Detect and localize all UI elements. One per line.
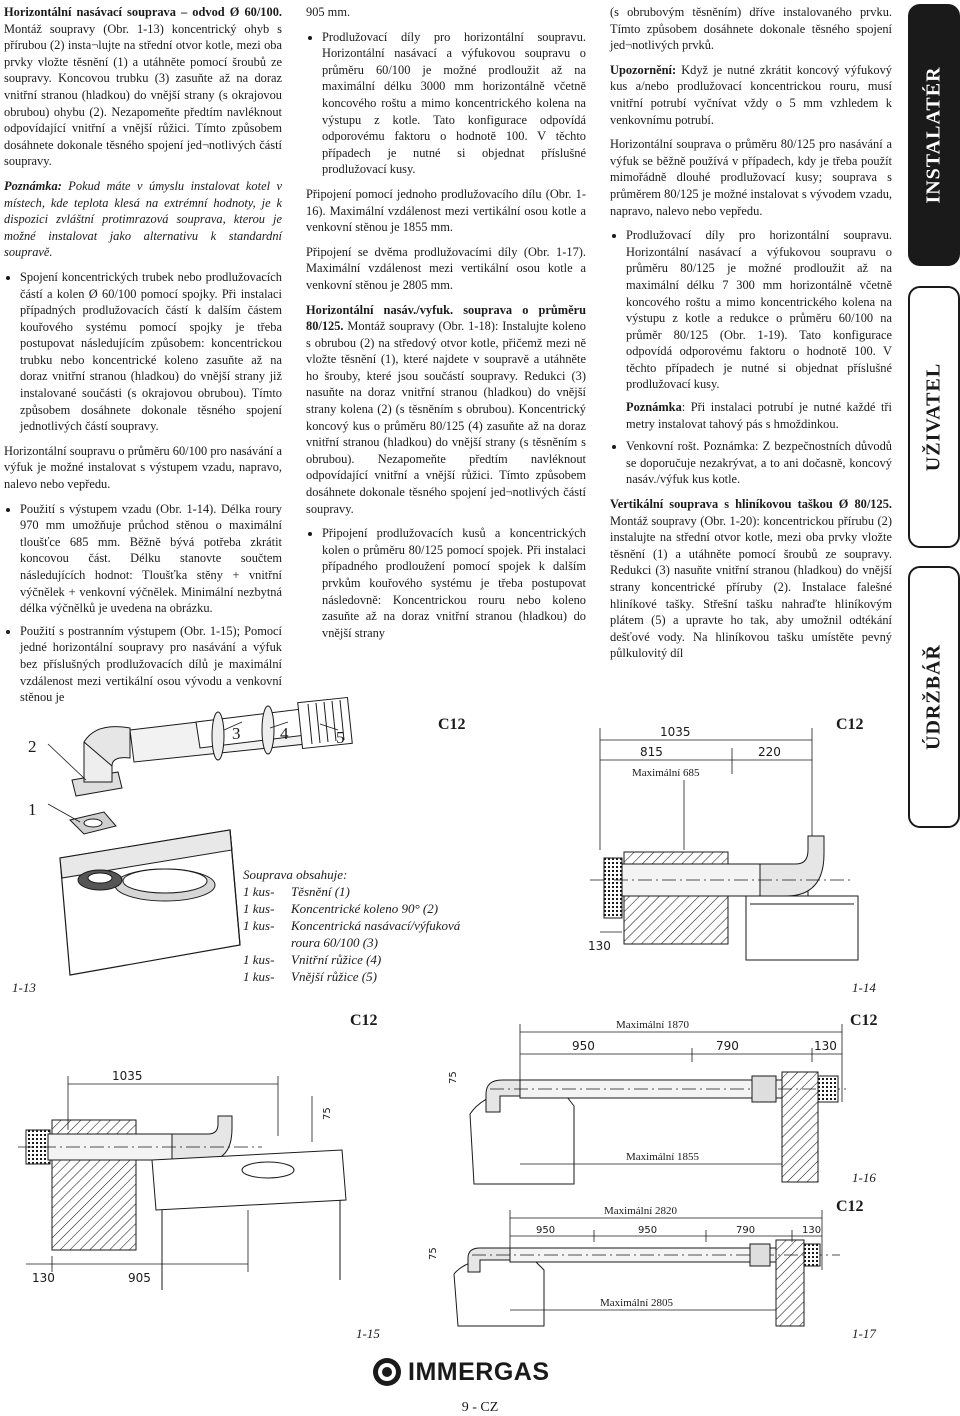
warning-label: Upozornění: [610,62,677,77]
c12-label-1-16: C12 [850,1012,878,1029]
kit-item [243,934,460,951]
kit-item-text: Vnější růžice (5) [291,969,377,984]
bullet-item: • Venkovní rošt. Poznámka: Z bezpečnostních důvodů se doporučuje nezakrývat, a to ani dočasně, koncový nasáv./výfuk kus kotle. [626,438,892,488]
kit-contents-list [243,866,460,985]
section-text: Montáž soupravy (Obr. 1-13) koncentrický ohyb s přírubou (2) insta¬lujte na střední otvor kotle, mezi oba prvky vložte těsnění (1) a utáhněte pomocí šroubů ze soupravy. Koncovou trubku (3) zasuňte až na doraz vnitřní stranou (hladkou) do vnější strany (s okrajovou obrubou) ohybu (2). Nezapomeňte předtím navléknout odpovídající vnitřní a vnější růžici. Tímto způsobem dosáhnete dokonale těsného spojení jed¬notlivých částí soupravy. [4,21,282,169]
label-max-1855: Maximální 1855 [626,1151,700,1163]
kit-qty: 1 kus- [243,884,275,899]
figure-label-1-14: 1-14 [852,980,876,995]
figure-1-17-drawing [420,1200,880,1330]
bullet-list [306,525,586,641]
tab-user-label: UŽIVATEL [922,362,945,472]
page-number: 9 - CZ [461,1400,499,1415]
callout-2: 2 [28,737,37,756]
tab-user[interactable] [908,286,960,548]
bullet-item: • Použití s postranním výstupem (Obr. 1-15); Pomocí jedné horizontální soupravy pro nasávání a výfuk bez příslušných prodlužovacích dílů je maximální vzdálenost mezi vertikální osou vývodu a venkovní stěnou je [20,623,282,706]
bullet-item: • Připojení prodlužovacích kusů a koncentrických kolen o průměru 80/125 pomocí spojek. Při instalaci případného prodloužení pomocí spojek k dalším prvkům kouřového systému je třeba postupovat následovně: Koncentrickou rouru nebo koleno zasuňte až na doraz vnitřní stranou (hladkou) do vnější strany [322,525,586,641]
figure-1-14-drawing [560,718,880,988]
callout-1: 1 [28,800,37,819]
bullet-list-1 [4,269,282,435]
note-label: Poznámka [626,400,682,415]
bullet-text: Prodlužovací díly pro horizontální soupravu. Horizontální nasávací a výfukovou soupravu o průměru 80/125 je možné prodloužit až na maximální délku 7 300 mm horizontálně včetně koncového roštu a mimo koncentrického kolena na výstupu z kotle a redukce o průměru 60/100 na průměr 80/125 (Obr. 1-19). Tato konfigurace odpovídá odporovému faktoru o hodnotě 100. V těchto případech je nutné si objednat příslušné prodlužovací kusy. [626,228,892,392]
label-max-2805: Maximální 2805 [600,1297,674,1309]
paragraph: 905 mm. [306,5,351,19]
dim-130: 130 [814,1039,837,1053]
dim-130: 130 [32,1271,55,1285]
kit-item-text: Těsnění (1) [291,884,350,899]
figure-label-1-13: 1-13 [12,980,36,995]
section-paragraph-80-125 [306,302,586,518]
immergas-logo [372,1357,586,1387]
kit-contents-title: Souprava obsahuje: [243,867,348,882]
note-line [626,399,892,432]
dim-75: 75 [322,1107,333,1120]
dim-950-b: 950 [638,1225,658,1236]
bullet-item [626,227,892,432]
text-column-2 [306,4,586,649]
dim-75: 75 [448,1071,459,1084]
tab-maintenance[interactable] [908,566,960,828]
label-max-2820: Maximální 2820 [604,1205,678,1217]
dim-790: 790 [736,1225,756,1236]
c12-label-1-15: C12 [350,1012,378,1029]
immergas-emblem-icon [372,1357,402,1387]
kit-item [243,917,460,934]
section-title-60-100: Horizontální nasávací souprava – odvod Ø 60/100. [4,5,282,19]
dim-950: 950 [572,1039,595,1053]
kit-qty: 1 kus- [243,918,275,933]
dim-75: 75 [428,1247,439,1260]
bullet-list [610,227,892,488]
figure-label-1-16: 1-16 [852,1170,876,1185]
dim-790: 790 [716,1039,739,1053]
c12-label-1-14-right: C12 [836,716,864,733]
figure-1-16-drawing [430,1014,880,1194]
text-column-1 [4,4,282,714]
paragraph: Připojení pomocí jednoho prodlužovacího dílu (Obr. 1-16). Maximální vzdálenost mezi vertikální osou kotle a venkovní stěnou je 1855 mm. [306,186,586,235]
c12-label-1-14: C12 [438,716,466,733]
warning-text: Když je nutné zkrátit koncový výfukový kus a/nebo prodlužovací koncentrickou rouru, musí vnitřní potrubí vyčnívat vždy o 5 mm vzhledem k venkovnímu potrubí. [610,62,892,127]
kit-item-text: roura 60/100 (3) [291,935,378,950]
kit-qty [243,934,291,951]
label-max-685: Maximální 685 [632,767,700,779]
note-paragraph [4,178,282,261]
text-column-3 [610,4,892,670]
label-max-1870: Maximální 1870 [616,1019,690,1031]
figure-label-1-17: 1-17 [852,1326,876,1341]
kit-item [243,951,460,968]
kit-qty: 1 kus- [243,901,275,916]
kit-qty: 1 kus- [243,969,275,984]
kit-item-text: Koncentrické koleno 90° (2) [291,901,439,916]
kit-item [243,900,460,917]
section-text: Montáž soupravy (Obr. 1-20): koncentrickou přírubu (2) instalujte na střední otvor kotle, mezi oba prvky vložte těsnění (1) a utáhněte pomocí šroubů ze soupravy. Redukci (3) nasuňte vnitřní stranou (hladkou) do vnější strany koncentrické příruby (2). Instalace falešné hliníkové tašky. Střešní tašku nahraďte hliníkovým plátem (5) a upravte ho tak, aby umožnil odtékání dešťové vody. Na hliníkovou tašku umístěte pevný půlkulovitý díl [610,513,892,661]
dim-1035: 1035 [660,725,691,739]
callout-4: 4 [280,724,289,743]
bullet-item: • Prodlužovací díly pro horizontální soupravu. Horizontální nasávací a výfukovou soupravu o průměru 60/100 je možné prodloužit až na maximální délku 3000 mm horizontálně včetně koncového roštu a mimo koncentrického kolena na výstupu z kotle. Tato konfigurace odpovídá odporovému faktoru o hodnotě 100. V těchto případech je nutné si objednat příslušné prodlužovací kusy. [322,29,586,178]
c12-label-1-17: C12 [836,1198,864,1215]
section-paragraph-1 [4,4,282,170]
paragraph: Horizontální soupravu o průměru 60/100 pro nasávání a výfuk je možné instalovat s výstupem vzadu, napravo, nalevo nebo vepředu. [4,443,282,492]
section-title-vertical: Vertikální souprava s hliníkovou taškou Ø 80/125. [610,497,892,512]
paragraph: Připojení se dvěma prodlužovacími díly (Obr. 1-17). Maximální vzdálenost mezi vertikální osou kotle a venkovní stěnou je 2805 mm. [306,244,586,292]
dim-905: 905 [128,1271,151,1285]
tab-installer[interactable] [908,4,960,266]
bullet-list [306,29,586,178]
callout-3: 3 [232,724,241,743]
section-title-80-125: Horizontální nasáv./vyfuk. souprava o průměru 80/125. [306,302,586,334]
warning-paragraph [610,62,892,128]
figure-1-15-drawing [12,1050,372,1300]
bullet-item: • Použití s výstupem vzadu (Obr. 1-14). Délka roury 970 mm umožňuje průchod stěnou o maximální tloušťce 685 mm. Běžně bývá potřeba zkrátit koncovou část. Délku stanovte součtem následujících hodnot: Tloušťka stěny + vnitřní výčnělek + venkovní výčnělek. Minimální nezbytná délka výčnělků je uvedena na obrázku. [20,501,282,617]
dim-1035: 1035 [112,1069,143,1083]
kit-item-text: Vnitřní růžice (4) [291,952,382,967]
dim-815: 815 [640,745,663,759]
brand-name: IMMERGAS [408,1358,550,1386]
figure-label-1-15: 1-15 [356,1326,380,1341]
kit-item [243,968,460,985]
dim-130: 130 [802,1225,822,1236]
note-text: : Při instalaci potrubí je nutné každé tři metry instalovat tahový pás s hmoždinkou. [626,400,892,431]
tab-installer-label: INSTALATÉR [922,66,945,204]
kit-item [243,883,460,900]
kit-item-text: Koncentrická nasávací/výfuková [291,918,461,933]
dim-130: 130 [588,939,611,953]
dim-950-a: 950 [536,1225,556,1236]
tab-maintenance-label: ÚDRŽBÁŘ [922,644,945,750]
paragraph: Horizontální souprava o průměru 80/125 pro nasávání a výfuk se běžně používá v případech, kdy je třeba použít mimořádně dlouhé prodlužovací kusy; souprava s průměrem 80/125 je možné instalovat s vývodem vzadu, napravo, nalevo nebo vepředu. [610,137,892,218]
dim-220: 220 [758,745,781,759]
kit-qty: 1 kus- [243,952,275,967]
note-text: Pokud máte v úmyslu instalovat kotel v místech, kde teplota klesá na extrémní hodnoty, je k dispozici zvláštní protimrazová souprava, kterou je možné instalovat jako alternativu k standardní soupravě. [4,178,282,260]
note-label: Poznámka: [4,178,62,193]
paragraph: (s obrubovým těsněním) dříve instalovaného prvku. Tímto způsobem dosáhnete dokonale těsného spojení jed¬notlivých prvků. [610,5,892,53]
section-text: Montáž soupravy (Obr. 1-18): Instalujte koleno s obrubou (2) na středový otvor kotle, přičemž mezi ně vložte těsnění (1), které najdete v soupravě a utáhněte ho šrouby, které jsou součástí soupravy. Redukci (3) nasuňte na doraz vnitřní stranou (hladkou) do vnější strany kolena (2) (s těsněním s obrubou). Koncentrický koncový kus o průměru 80/125 (4) zasuňte až na doraz vnitřní stranou (hladkou) do vnější strany (s těsněním s obrubou). Nezapomeňte předtím navléknout odpovídající vnitřní a vnější růžici. Tímto způsobem dosáhnete dokonale těsného spojení jed¬notlivých částí soupravy. [306,319,586,516]
bullet-list-2 [4,501,282,706]
section-paragraph-vertical [610,496,892,662]
callout-5: 5 [336,728,345,747]
bullet-item: • Spojení koncentrických trubek nebo prodlužovacích částí a kolen Ø 60/100 pomocí spojky. Při instalaci případných prodlužovacích částí k dalším částem kouřového systému pomocí spojky je třeba postupovat následujícím způsobem: koncentrickou trubku nebo koncentrické koleno zasuňte až na doraz vnitřní stranou (hladkou) do vnější strany již instalované součásti (s okrajovou obrubou). Tímto způsobem dosáhnete dokonale těsného spojení jednotlivých částí soupravy. [20,269,282,435]
